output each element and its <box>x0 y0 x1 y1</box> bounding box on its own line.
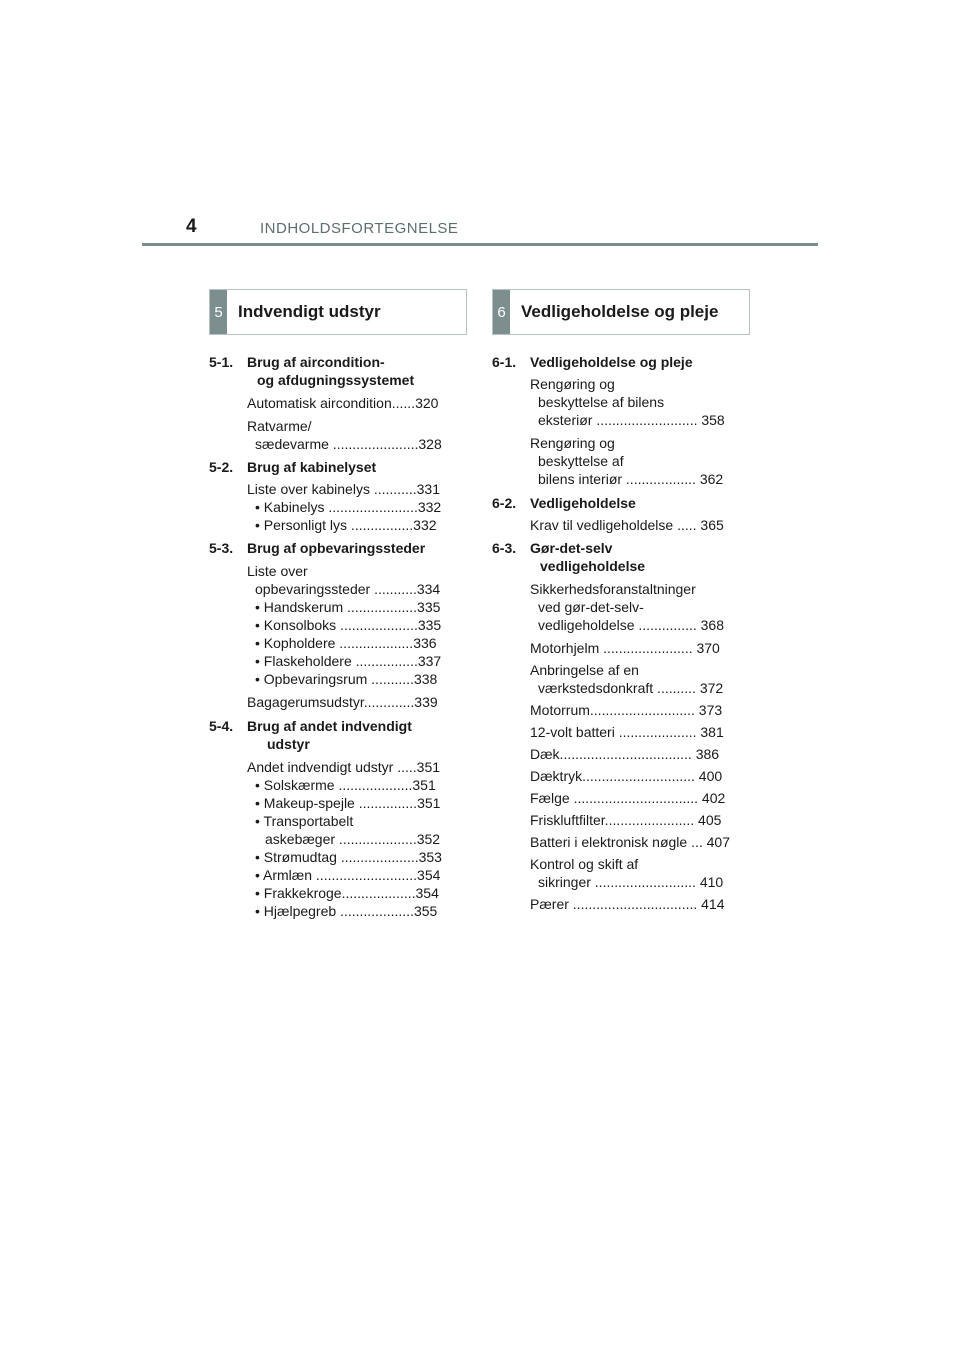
toc-entry[interactable]: Ratvarme/ <box>247 418 312 434</box>
toc-chapter-number: 5-4. <box>209 718 234 734</box>
toc-entry[interactable]: Dæk.................................. 386 <box>530 746 720 762</box>
toc-chapter-number: 6-2. <box>492 495 517 511</box>
toc-entry[interactable]: askebæger ....................352 <box>265 831 441 847</box>
section-title-6: Vedligeholdelse og pleje <box>521 302 719 321</box>
toc-entry[interactable]: bilens interiør .................. 362 <box>538 471 724 487</box>
toc-entry[interactable]: Krav til vedligeholdelse ..... 365 <box>530 517 724 533</box>
toc-chapter-title: Brug af andet indvendigt <box>247 718 412 734</box>
toc-entry[interactable]: værkstedsdonkraft .......... 372 <box>538 680 724 696</box>
toc-entry[interactable]: Andet indvendigt udstyr .....351 <box>247 759 441 775</box>
toc-entry[interactable]: • Hjælpegreb ...................355 <box>255 903 438 919</box>
toc-entry[interactable]: • Kabinelys .......................332 <box>255 499 442 515</box>
toc-entry[interactable]: Dæktryk............................. 400 <box>530 768 723 784</box>
toc-entry[interactable]: • Handskerum ..................335 <box>255 599 441 615</box>
toc-entry[interactable]: 12-volt batteri .................... 381 <box>530 724 724 740</box>
toc-entry[interactable]: Sikkerhedsforanstaltninger <box>530 581 696 597</box>
header-divider <box>142 243 818 246</box>
section-box-6 <box>492 289 750 335</box>
section-tab-5: 5 <box>210 290 227 334</box>
toc-chapter-title: og afdugningssystemet <box>257 372 415 388</box>
toc-entry[interactable]: • Konsolboks ....................335 <box>255 617 442 633</box>
toc-entry[interactable]: sikringer .......................... 410 <box>538 874 724 890</box>
toc-entry[interactable]: vedligeholdelse ............... 368 <box>538 617 724 633</box>
toc-entry[interactable]: • Opbevaringsrum ...........338 <box>255 671 438 687</box>
toc-entry[interactable]: eksteriør .......................... 358 <box>538 412 725 428</box>
toc-entry[interactable]: • Frakkekroge...................354 <box>255 885 439 901</box>
toc-entry[interactable]: • Personligt lys ................332 <box>255 517 437 533</box>
toc-entry[interactable]: • Flaskeholdere ................337 <box>255 653 442 669</box>
toc-entry[interactable]: beskyttelse af <box>538 453 624 469</box>
section-tab-6: 6 <box>493 290 510 334</box>
toc-entry[interactable]: • Transportabelt <box>255 813 354 829</box>
toc-chapter-title: Gør-det-selv <box>530 540 613 556</box>
toc-chapter-number: 5-2. <box>209 459 234 475</box>
toc-chapter-number: 5-3. <box>209 540 234 556</box>
toc-entry[interactable]: Pærer ................................ 414 <box>530 896 725 912</box>
toc-entry[interactable]: • Strømudtag ....................353 <box>255 849 442 865</box>
toc-chapter-title: Brug af aircondition- <box>247 354 385 370</box>
toc-chapter-title: Vedligeholdelse og pleje <box>530 354 693 370</box>
toc-chapter-title: Brug af kabinelyset <box>247 459 377 475</box>
page-number: 4 <box>186 216 197 237</box>
toc-entry[interactable]: Batteri i elektronisk nøgle ... 407 <box>530 834 730 850</box>
toc-entry[interactable]: Rengøring og <box>530 376 615 392</box>
toc-entry[interactable]: Automatisk aircondition......320 <box>247 395 439 411</box>
toc-chapter-title: Brug af opbevaringssteder <box>247 540 426 556</box>
toc-entry[interactable]: • Solskærme ...................351 <box>255 777 436 793</box>
toc-entry[interactable]: Liste over kabinelys ...........331 <box>247 481 440 497</box>
toc-chapter-title: udstyr <box>267 736 310 752</box>
page-header <box>142 216 818 244</box>
toc-entry[interactable]: Motorrum........................... 373 <box>530 702 723 718</box>
toc-entry[interactable]: Fælge ................................ 402 <box>530 790 726 806</box>
toc-entry[interactable]: Kontrol og skift af <box>530 856 639 872</box>
toc-entry[interactable]: Rengøring og <box>530 435 615 451</box>
toc-entry[interactable]: • Armlæn ..........................354 <box>255 867 441 883</box>
toc-entry[interactable]: Friskluftfilter....................... 405 <box>530 812 722 828</box>
section-title-5: Indvendigt udstyr <box>238 302 381 321</box>
toc-chapter-title: vedligeholdelse <box>540 558 646 574</box>
toc-chapter-number: 6-1. <box>492 354 517 370</box>
header-title: INDHOLDSFORTEGNELSE <box>260 220 459 237</box>
toc-chapter-title: Vedligeholdelse <box>530 495 636 511</box>
toc-entry[interactable]: Motorhjelm ....................... 370 <box>530 640 720 656</box>
toc-entry[interactable]: opbevaringssteder ...........334 <box>255 581 441 597</box>
toc-entry[interactable]: • Kopholdere ...................336 <box>255 635 437 651</box>
toc-entry[interactable]: beskyttelse af bilens <box>538 394 665 410</box>
toc-entry[interactable]: • Makeup-spejle ...............351 <box>255 795 441 811</box>
toc-chapter-number: 5-1. <box>209 354 234 370</box>
toc-chapter-number: 6-3. <box>492 540 517 556</box>
toc-entry[interactable]: Anbringelse af en <box>530 662 639 678</box>
toc-entry[interactable]: ved gør-det-selv- <box>538 599 644 615</box>
section-box-5 <box>209 289 467 335</box>
toc-entry[interactable]: Bagagerumsudstyr.............339 <box>247 694 438 710</box>
toc-entry[interactable]: Liste over <box>247 563 308 579</box>
toc-entry[interactable]: sædevarme ......................328 <box>255 436 442 452</box>
